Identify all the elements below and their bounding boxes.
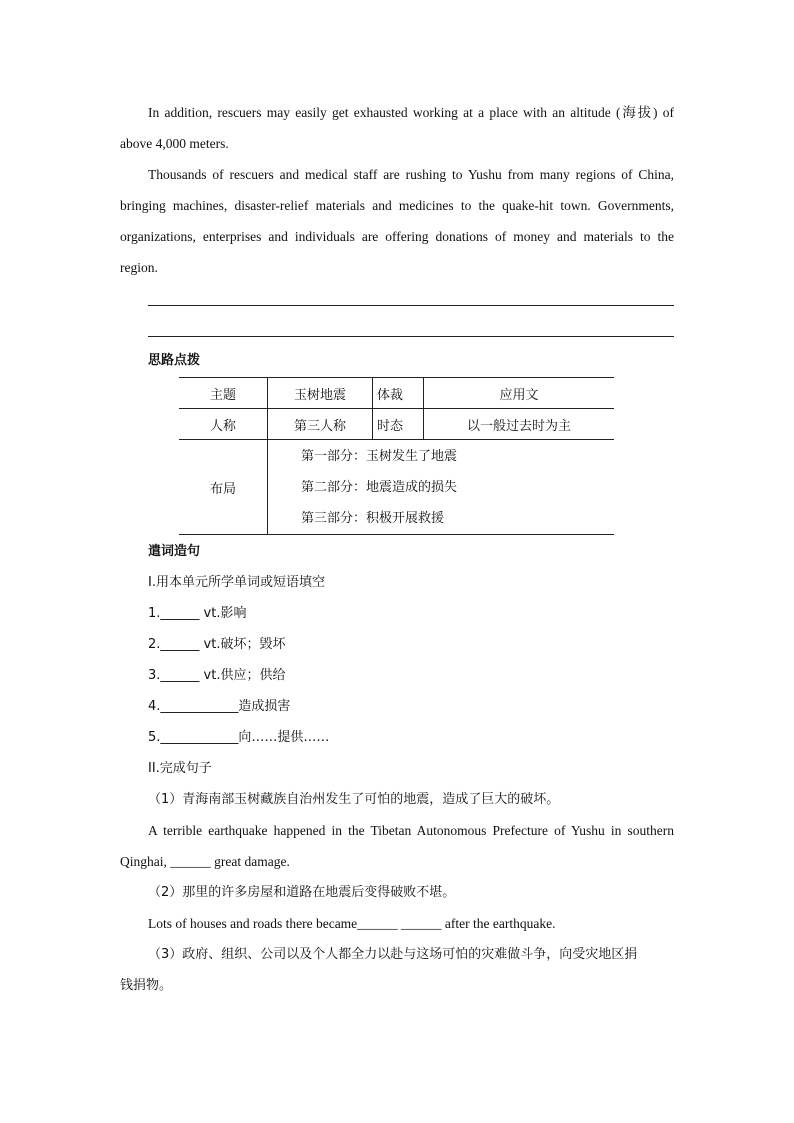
genre-value: 应用文 [424, 378, 615, 409]
item-number: 4. [148, 699, 161, 714]
thinking-heading: 思路点拨 [148, 353, 201, 368]
writing-line-2 [148, 336, 674, 337]
list-item [148, 729, 329, 747]
item-hint: 向……提供…… [238, 730, 330, 745]
sentence1-english-line1: A terrible earthquake happened in the Tibetan Autonomous Prefecture of Yushu in southern [148, 823, 674, 838]
table-row [179, 440, 614, 535]
writing-line-1 [148, 305, 674, 306]
passage-p2-line4: region. [120, 260, 158, 275]
sentence3-chinese-line2: 钱捐物。 [120, 978, 173, 993]
answer-blank[interactable]: ______ [160, 606, 200, 621]
list-item [148, 698, 290, 716]
answer-blank[interactable]: ______ [160, 668, 200, 683]
passage-p2-line2: bringing machines, disaster-relief materials and medicines to the quake-hit town. Governments, [120, 198, 674, 213]
item-hint: vt.破坏；毁坏 [199, 637, 286, 652]
layout-part-1: 第一部分：玉树发生了地震 [301, 448, 458, 464]
item-hint: vt.供应；供给 [199, 668, 286, 683]
genre-label: 体裁 [373, 378, 424, 409]
sentence1-chinese: （1）青海南部玉树藏族自治州发生了可怕的地震，造成了巨大的破坏。 [148, 792, 560, 807]
tense-label: 时态 [373, 409, 424, 440]
section1-title: I.用本单元所学单词或短语填空 [148, 575, 325, 590]
words-heading: 遣词造句 [148, 544, 201, 559]
list-item [148, 667, 285, 685]
layout-part-2: 第二部分：地震造成的损失 [301, 479, 458, 495]
passage-p2-line3: organizations, enterprises and individuals are offering donations of money and materials to the [120, 229, 674, 244]
person-value: 第三人称 [268, 409, 373, 440]
tense-value: 以一般过去时为主 [424, 409, 615, 440]
list-item [148, 605, 246, 623]
theme-label: 主题 [179, 378, 268, 409]
layout-part-3: 第三部分：积极开展救援 [301, 510, 445, 526]
answer-blank[interactable]: ______ [160, 637, 200, 652]
answer-blank[interactable]: ____________ [160, 699, 239, 714]
sentence3-chinese-line1: （3）政府、组织、公司以及个人都全力以赴与这场可怕的灾难做斗争，向受灾地区捐 [148, 947, 638, 962]
item-number: 2. [148, 637, 161, 652]
overview-table [179, 377, 614, 535]
layout-parts [268, 440, 615, 535]
passage-p1-line2: above 4,000 meters. [120, 136, 229, 151]
layout-label: 布局 [179, 440, 268, 535]
item-number: 1. [148, 606, 161, 621]
section2-title: II.完成句子 [148, 761, 212, 776]
item-number: 3. [148, 668, 161, 683]
table-row [179, 378, 614, 409]
sentence1-english-line2: Qinghai, ______ great damage. [120, 854, 290, 869]
passage-p2-line1: Thousands of rescuers and medical staff are rushing to Yushu from many regions of China, [148, 167, 674, 182]
item-number: 5. [148, 730, 161, 745]
passage-p1-line1: In addition, rescuers may easily get exhausted working at a place with an altitude (海拔) of [148, 105, 674, 120]
sentence2-english: Lots of houses and roads there became______ ______ after the earthquake. [148, 916, 556, 931]
person-label: 人称 [179, 409, 268, 440]
item-hint: 造成损害 [238, 699, 291, 714]
table-row [179, 409, 614, 440]
list-item [148, 636, 285, 654]
sentence2-chinese: （2）那里的许多房屋和道路在地震后变得破败不堪。 [148, 885, 456, 900]
theme-value: 玉树地震 [268, 378, 373, 409]
item-hint: vt.影响 [199, 606, 247, 621]
answer-blank[interactable]: ____________ [160, 730, 239, 745]
